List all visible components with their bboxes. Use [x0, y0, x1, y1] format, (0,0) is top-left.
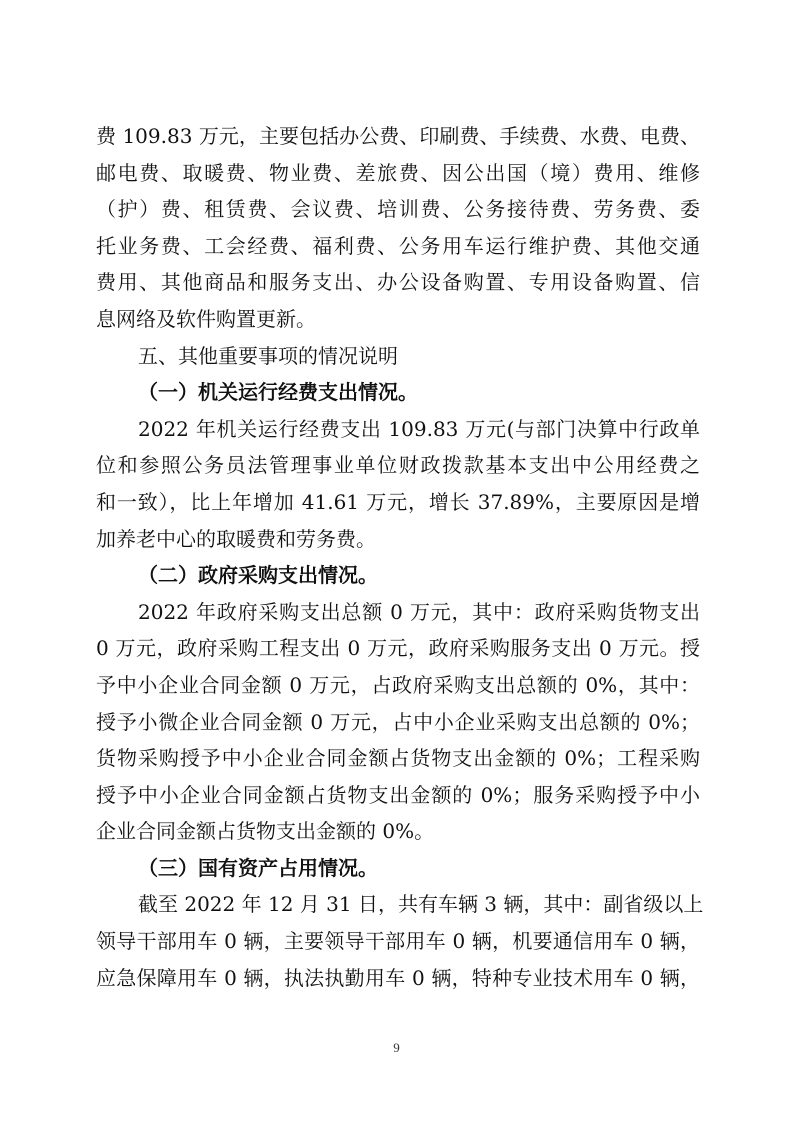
paragraph-line: 企业合同金额占货物支出金额的 0%。	[96, 819, 435, 844]
paragraph-line: 位和参照公务员法管理事业单位财政拨款基本支出中公用经费之	[96, 453, 700, 478]
paragraph-line: 0 万元，政府采购工程支出 0 万元，政府采购服务支出 0 万元。授	[96, 636, 700, 661]
paragraph-line: 2022 年机关运行经费支出 109.83 万元(与部门决算中行政单	[138, 416, 700, 441]
paragraph-line: 2022 年政府采购支出总额 0 万元，其中：政府采购货物支出	[138, 599, 700, 624]
page-number: 9	[393, 1040, 400, 1055]
paragraph-line: 费 109.83 万元，主要包括办公费、印刷费、手续费、水费、电费、	[96, 124, 700, 148]
paragraph-line: 截至 2022 年 12 月 31 日，共有车辆 3 辆，其中：副省级以上	[138, 892, 704, 917]
paragraph-line: 和一致），比上年增加 41.61 万元，增长 37.89%，主要原因是增	[96, 489, 700, 514]
paragraph-line: 应急保障用车 0 辆，执法执勤用车 0 辆，特种专业技术用车 0 辆，	[96, 965, 700, 990]
paragraph-line: 息网络及软件购置更新。	[96, 306, 316, 331]
paragraph-line: 邮电费、取暖费、物业费、差旅费、因公出国（境）费用、维修	[96, 160, 700, 185]
subsection-heading: （一）机关运行经费支出情况。	[138, 380, 418, 405]
document-body	[96, 118, 704, 996]
paragraph-line: 领导干部用车 0 辆，主要领导干部用车 0 辆，机要通信用车 0 辆，	[96, 929, 700, 954]
paragraph-line: 托业务费、工会经费、福利费、公务用车运行维护费、其他交通	[96, 233, 700, 258]
paragraph-line: （护）费、租赁费、会议费、培训费、公务接待费、劳务费、委	[96, 197, 700, 222]
paragraph-line: 加养老中心的取暖费和劳务费。	[96, 526, 376, 551]
paragraph-line: 费用、其他商品和服务支出、办公设备购置、专用设备购置、信	[96, 270, 700, 295]
subsection-heading: （二）政府采购支出情况。	[138, 563, 378, 588]
section-heading: 五、其他重要事项的情况说明	[138, 343, 398, 368]
subsection-heading: （三）国有资产占用情况。	[138, 855, 378, 880]
paragraph-line: 货物采购授予中小企业合同金额占货物支出金额的 0%；工程采购	[96, 746, 700, 771]
paragraph-line: 授予小微企业合同金额 0 万元，占中小企业采购支出总额的 0%；	[96, 709, 700, 734]
paragraph-line: 予中小企业合同金额 0 万元，占政府采购支出总额的 0%，其中：	[96, 672, 700, 697]
paragraph-line: 授予中小企业合同金额占货物支出金额的 0%；服务采购授予中小	[96, 782, 700, 807]
